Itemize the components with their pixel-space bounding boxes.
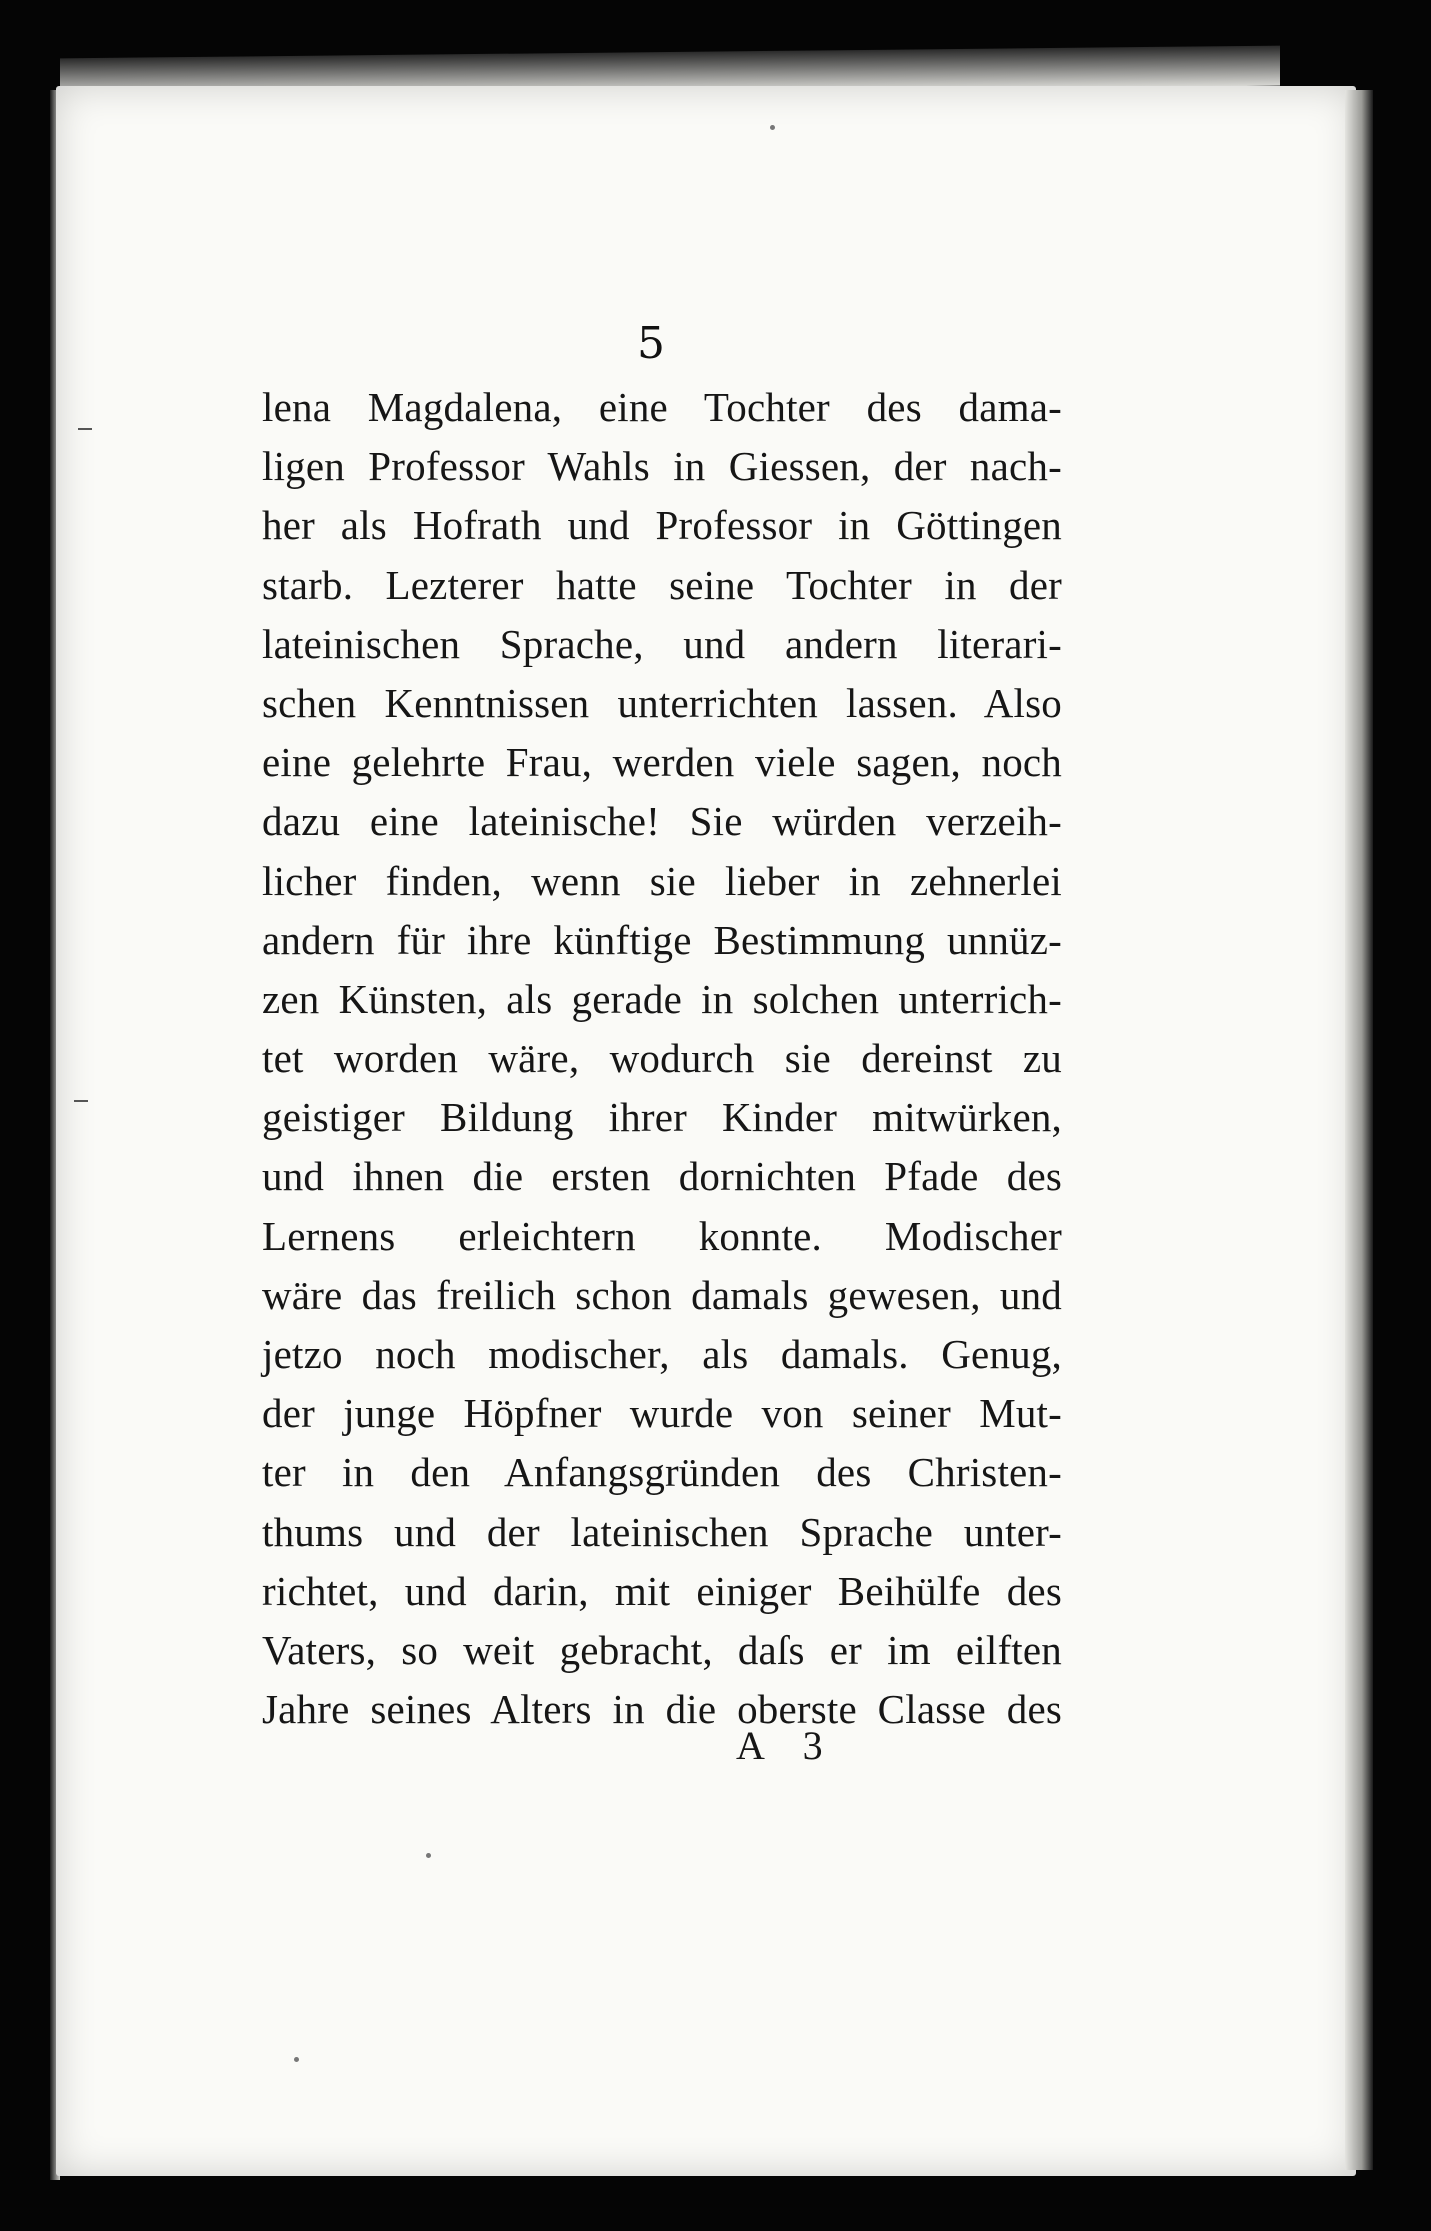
text-line: starb. Lezterer hatte seine Tochter in der — [262, 561, 1062, 608]
margin-mark — [74, 1100, 88, 1102]
page-number: 5 — [637, 318, 665, 369]
text-line: lateinischen Sprache, und andern literari- — [262, 620, 1062, 667]
paper-speck — [426, 1853, 431, 1858]
text-line: Vaters, so weit gebracht, daſs er im eilften — [262, 1626, 1062, 1673]
text-line: eine gelehrte Frau, werden viele sagen, noch — [262, 739, 1062, 786]
paper-speck — [770, 125, 775, 130]
text-line: thums und der lateinischen Sprache unter- — [262, 1508, 1062, 1555]
text-line: ligen Professor Wahls in Giessen, der nach- — [262, 443, 1062, 490]
text-line: Jahre seines Alters in die oberste Classe des — [262, 1686, 1062, 1733]
text-line: licher finden, wenn sie lieber in zehnerlei — [262, 857, 1062, 904]
text-line: der junge Höpfner wurde von seiner Mut- — [262, 1390, 1062, 1437]
text-line: Lernens erleichtern konnte. Modischer — [262, 1212, 1062, 1259]
text-line: jetzo noch modischer, als damals. Genug, — [262, 1331, 1062, 1377]
text-line: andern für ihre künftige Bestimmung unnüz- — [262, 916, 1062, 963]
text-line: ter in den Anfangsgründen des Christen- — [262, 1449, 1062, 1496]
text-line: richtet, und darin, mit einiger Beihülfe des — [262, 1567, 1062, 1614]
signature-mark: A 3 — [736, 1723, 823, 1768]
text-line: dazu eine lateinische! Sie würden verzeih- — [262, 798, 1062, 845]
text-line: schen Kenntnissen unterrichten lassen. Also — [262, 679, 1062, 726]
text-line: zen Künsten, als gerade in solchen unterrich- — [262, 975, 1062, 1022]
text-line: tet worden wäre, wodurch sie dereinst zu — [262, 1035, 1062, 1082]
body-text — [262, 378, 1062, 1739]
page-edge-right — [1345, 90, 1373, 2170]
paper-speck — [294, 2057, 299, 2062]
text-line: her als Hofrath und Professor in Göttingen — [262, 502, 1062, 549]
text-line: und ihnen die ersten dornichten Pfade des — [262, 1153, 1062, 1200]
margin-mark — [78, 428, 92, 430]
text-line: geistiger Bildung ihrer Kinder mitwürken, — [262, 1094, 1062, 1141]
text-line: lena Magdalena, eine Tochter des dama- — [262, 384, 1062, 430]
text-line: wäre das freilich schon damals gewesen, und — [262, 1271, 1062, 1318]
